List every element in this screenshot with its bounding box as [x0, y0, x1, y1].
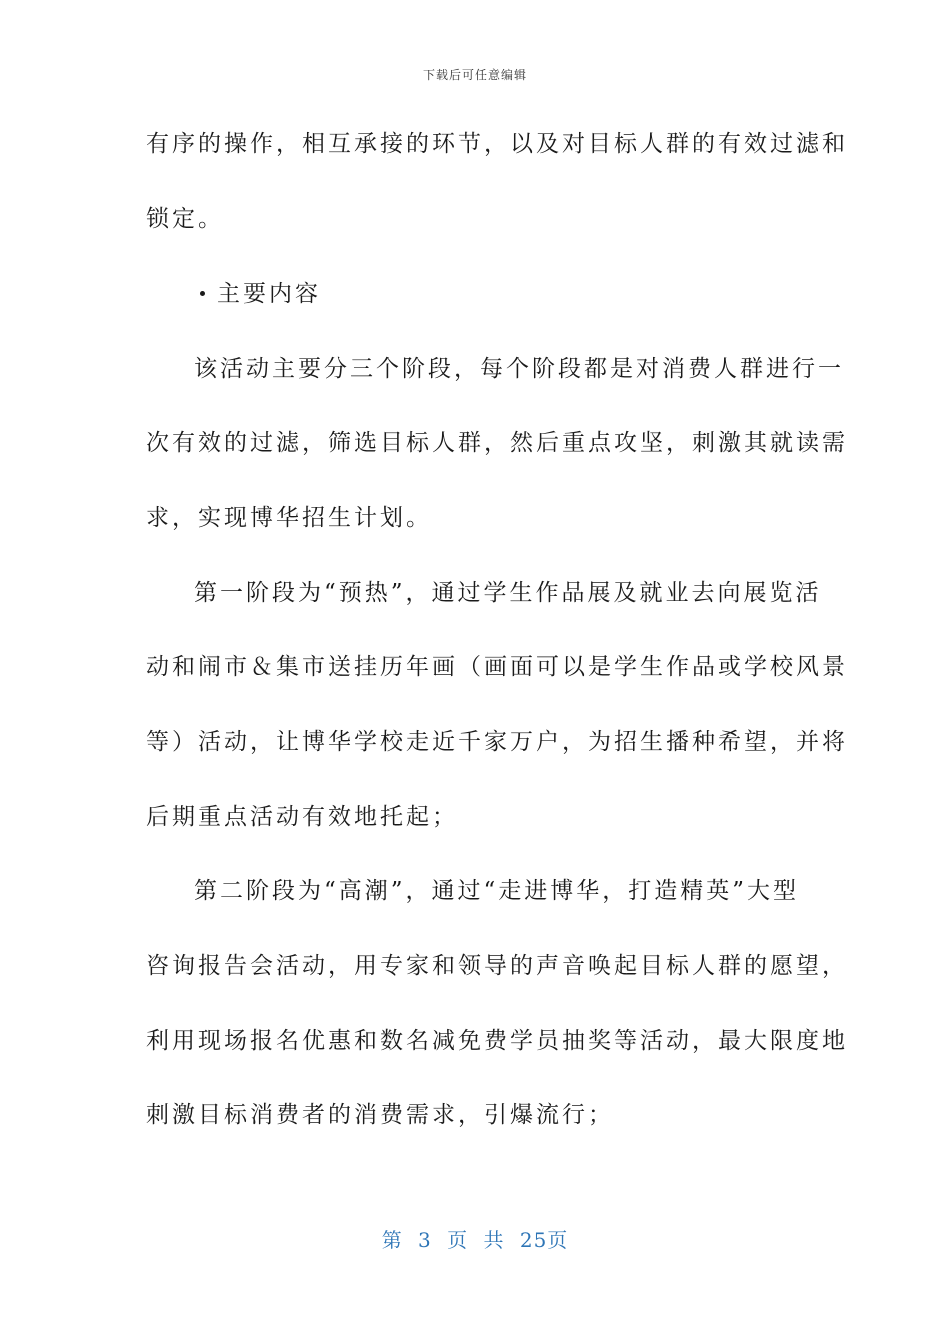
paragraph-line: 刺激目标消费者的消费需求，引爆流行； [146, 1102, 614, 1128]
paragraph-line: 咨询报告会活动，用专家和领导的声音唤起目标人群的愿望， [146, 953, 848, 979]
paragraph-line: 利用现场报名优惠和数名减免费学员抽奖等活动，最大限度地 [146, 1028, 848, 1054]
paragraph-line: 等）活动，让博华学校走近千家万户，为招生播种希望，并将 [146, 729, 848, 755]
paragraph-line: 该活动主要分三个阶段，每个阶段都是对消费人群进行一 [194, 356, 844, 382]
paragraph-line: 第二阶段为“高潮”，通过“走进博华，打造精英”大型 [194, 878, 800, 904]
paragraph-line: 次有效的过滤，筛选目标人群，然后重点攻坚，刺激其就读需 [146, 430, 848, 456]
section-heading-label: 主要内容 [217, 281, 321, 307]
bullet-icon [200, 291, 205, 296]
paragraph-line: 后期重点活动有效地托起； [146, 804, 458, 830]
page-number: 第 3 页 共 25页 [381, 1228, 569, 1252]
paragraph-line: 求，实现博华招生计划。 [146, 505, 432, 531]
paragraph-line: 第一阶段为“预热”，通过学生作品展及就业去向展览活 [194, 580, 822, 606]
section-heading [200, 276, 848, 313]
page-header: 下载后可任意编辑 [422, 68, 527, 82]
paragraph-line: 有序的操作，相互承接的环节，以及对目标人群的有效过滤和 [146, 131, 848, 157]
paragraph-line: 动和闹市＆集市送挂历年画（画面可以是学生作品或学校风景 [146, 654, 848, 680]
paragraph-line: 锁定。 [146, 206, 224, 232]
